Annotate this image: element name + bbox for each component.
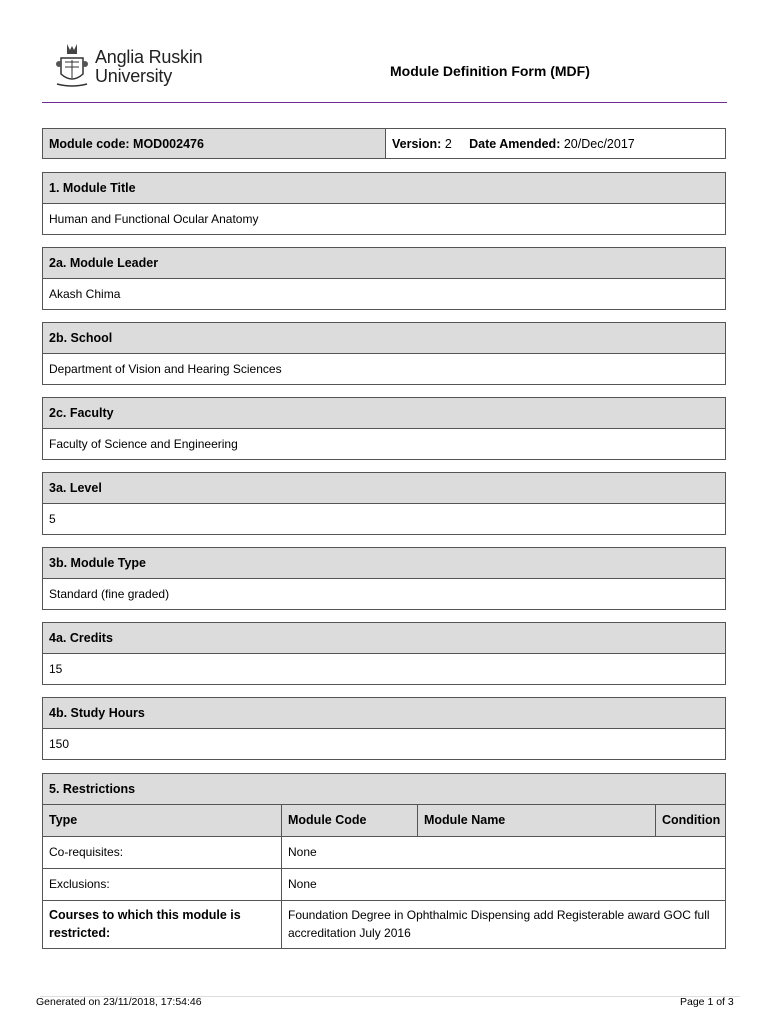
section-level xyxy=(42,472,726,535)
section-value: Standard (fine graded) xyxy=(49,587,170,601)
section-school xyxy=(42,322,726,385)
section-heading: 2c. Faculty xyxy=(43,398,725,429)
table-row xyxy=(43,901,725,948)
section-module-leader xyxy=(42,247,726,310)
version-date-cell xyxy=(386,129,725,158)
module-summary-bar xyxy=(42,128,726,159)
table-row xyxy=(43,837,725,869)
section-study-hours xyxy=(42,697,726,760)
table-row xyxy=(43,869,725,901)
section-heading: 1. Module Title xyxy=(43,173,725,204)
logo-line-2: University xyxy=(95,66,173,86)
restrictions-table xyxy=(42,773,726,949)
restriction-type: Exclusions: xyxy=(43,869,282,900)
module-code-value: MOD002476 xyxy=(133,137,204,151)
restriction-value: None xyxy=(288,845,317,859)
section-value: Faculty of Science and Engineering xyxy=(49,437,238,451)
column-header-module-name: Module Name xyxy=(418,805,656,836)
section-heading: 3b. Module Type xyxy=(43,548,725,579)
column-header-module-code: Module Code xyxy=(282,805,418,836)
section-module-title xyxy=(42,172,726,235)
section-value: Human and Functional Ocular Anatomy xyxy=(49,212,259,226)
module-code-label: Module code: xyxy=(49,137,130,151)
section-credits xyxy=(42,622,726,685)
version-label: Version: xyxy=(392,137,442,151)
section-value: 5 xyxy=(49,512,56,526)
section-heading: 2a. Module Leader xyxy=(43,248,725,279)
logo-line-1: Anglia Ruskin xyxy=(95,47,203,67)
column-header-condition: Condition xyxy=(656,805,725,836)
restrictions-header-row xyxy=(43,805,725,837)
version-value: 2 xyxy=(444,137,452,151)
section-heading: 2b. School xyxy=(43,323,725,354)
section-heading: 3a. Level xyxy=(43,473,725,504)
module-code-cell xyxy=(43,129,386,158)
section-heading: 4a. Credits xyxy=(43,623,725,654)
section-value: 15 xyxy=(49,662,63,676)
generated-timestamp: Generated on 23/11/2018, 17:54:46 xyxy=(36,996,202,1008)
crest-icon xyxy=(55,40,89,88)
header-divider xyxy=(42,102,727,103)
section-value: 150 xyxy=(49,737,70,751)
section-value: Department of Vision and Hearing Sciences xyxy=(49,362,282,376)
section-value: Akash Chima xyxy=(49,287,121,301)
date-amended-label: Date Amended: xyxy=(469,137,561,151)
restriction-type: Co-requisites: xyxy=(43,837,282,868)
date-amended-value: 20/Dec/2017 xyxy=(563,137,635,151)
restriction-value: Foundation Degree in Ophthalmic Dispensing add Registerable award GOC full accreditation July 2016 xyxy=(288,908,710,940)
university-logo xyxy=(55,40,215,90)
form-title: Module Definition Form (MDF) xyxy=(390,63,590,79)
section-module-type xyxy=(42,547,726,610)
page-indicator: Page 1 of 3 xyxy=(680,996,734,1008)
column-header-type: Type xyxy=(43,805,282,836)
section-heading: 4b. Study Hours xyxy=(43,698,725,729)
restrictions-heading: 5. Restrictions xyxy=(43,774,725,805)
restriction-value: None xyxy=(288,877,317,891)
restriction-type: Courses to which this module is restricted: xyxy=(43,901,282,948)
section-faculty xyxy=(42,397,726,460)
